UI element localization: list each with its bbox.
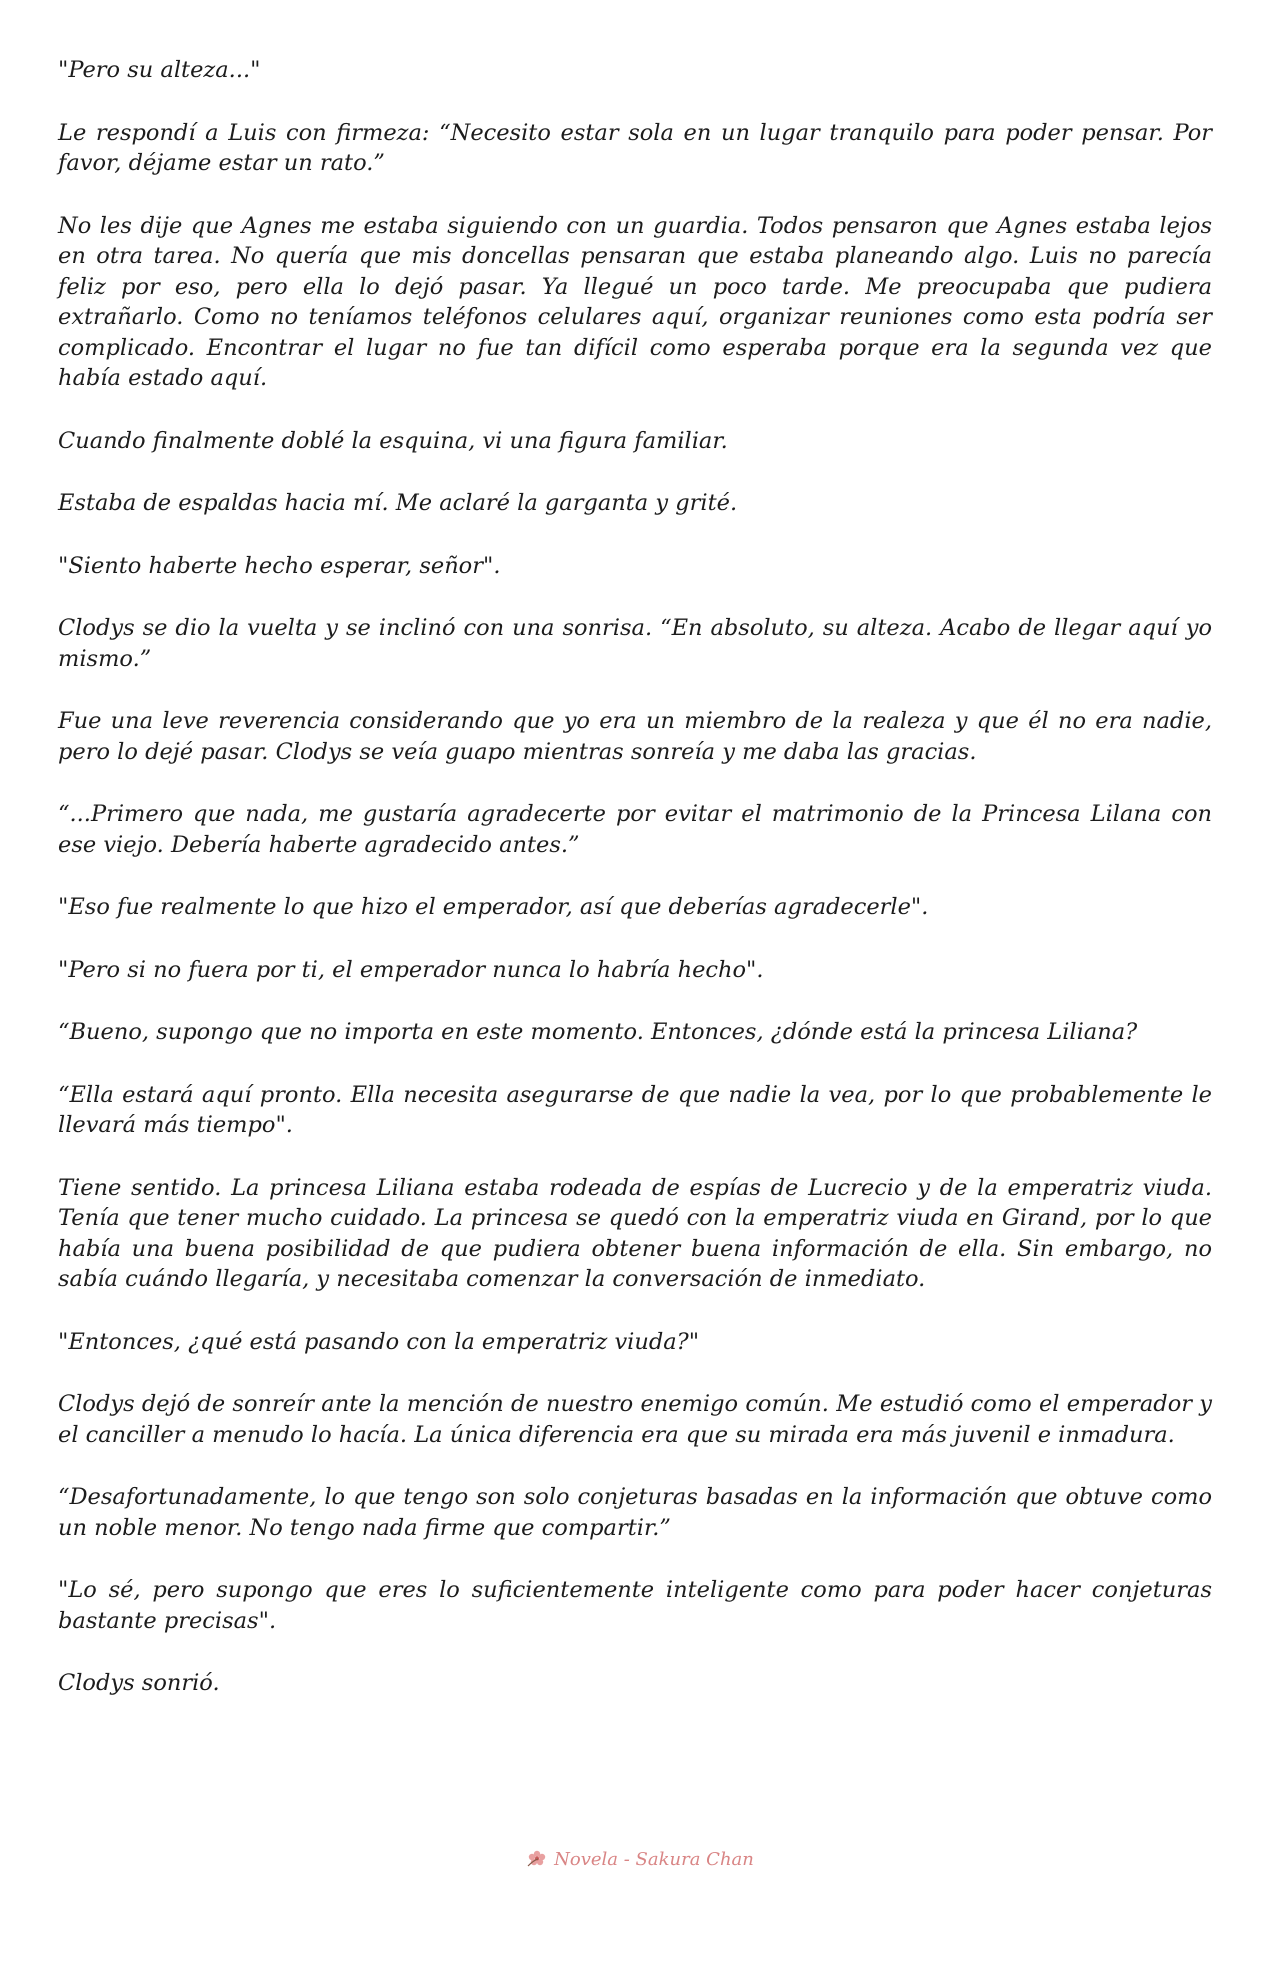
paragraph: Fue una leve reverencia considerando que yo era un miembro de la realeza y que él no era nadie, pero lo dejé pasar. Clodys se veía guapo mientras sonreía y me daba las gracias. bbox=[58, 708, 1212, 765]
paragraph: Cuando finalmente doblé la esquina, vi una figura familiar. bbox=[58, 427, 728, 454]
paragraph: "Pero si no fuera por ti, el emperador nunca lo habría hecho". bbox=[58, 956, 764, 983]
paragraph: "Eso fue realmente lo que hizo el emperador, así que deberías agradecerle". bbox=[58, 894, 929, 920]
paragraph: Clodys dejó de sonreír ante la mención de nuestro enemigo común. Me estudió como el emperador y el canciller a menudo lo hacía. La única diferencia era que su mirada era más juvenil e inmadura. bbox=[58, 1391, 1212, 1448]
paragraph: Tiene sentido. La princesa Liliana estaba rodeada de espías de Lucrecio y de la emperatriz viuda. Tenía que tener mucho cuidado. La princesa se quedó con la emperatriz viuda en Girand, por lo que había una buena posibilidad de que pudiera obtener buena información de ella. Sin embargo, no sabía cuándo llegaría, y necesitaba comenzar la conversación de inmediato. bbox=[58, 1174, 1212, 1292]
paragraph: “Ella estará aquí pronto. Ella necesita asegurarse de que nadie la vea, por lo que probablemente le llevará más tiempo". bbox=[58, 1081, 1212, 1138]
watermark bbox=[0, 1848, 1280, 1870]
paragraph: “...Primero que nada, me gustaría agradecerte por evitar el matrimonio de la Princesa Lilana con ese viejo. Debería haberte agradecido antes.” bbox=[58, 801, 1212, 858]
paragraph: “Bueno, supongo que no importa en este momento. Entonces, ¿dónde está la princesa Liliana? bbox=[58, 1019, 1138, 1045]
paragraph: Le respondí a Luis con firmeza: “Necesito estar sola en un lugar tranquilo para poder pensar. Por favor, déjame estar un rato.” bbox=[58, 119, 1212, 176]
paragraph: Clodys se dio la vuelta y se inclinó con una sonrisa. “En absoluto, su alteza. Acabo de llegar aquí yo mismo.” bbox=[58, 615, 1212, 672]
paragraph: "Siento haberte hecho esperar, señor". bbox=[58, 552, 501, 579]
paragraph: "Lo sé, pero supongo que eres lo suficientemente inteligente como para poder hacer conjeturas bastante precisas". bbox=[58, 1577, 1212, 1634]
sakura-blossom-icon bbox=[526, 1848, 548, 1868]
document-body bbox=[58, 55, 1212, 1699]
paragraph: Estaba de espaldas hacia mí. Me aclaré la garganta y grité. bbox=[58, 490, 738, 516]
paragraph: “Desafortunadamente, lo que tengo son solo conjeturas basadas en la información que obtuve como un noble menor. No tengo nada firme que compartir.” bbox=[58, 1484, 1212, 1541]
paragraph: Clodys sonrió. bbox=[58, 1670, 220, 1696]
paragraph: No les dije que Agnes me estaba siguiendo con un guardia. Todos pensaron que Agnes estaba lejos en otra tarea. No quería que mis doncellas pensaran que estaba planeando algo. Luis no parecía feliz por eso, pero ella lo dejó pasar. Ya llegué un poco tarde. Me preocupaba que pudiera extrañarlo. Como no teníamos teléfonos celulares aquí, organizar reuniones como esta podría ser complicado. Encontrar el lugar no fue tan difícil como esperaba porque era la segunda vez que había estado aquí. bbox=[58, 212, 1212, 391]
paragraph: "Entonces, ¿qué está pasando con la emperatriz viuda?" bbox=[58, 1328, 700, 1355]
watermark-text: Novela - Sakura Chan bbox=[554, 1849, 754, 1870]
paragraph: "Pero su alteza..." bbox=[58, 57, 261, 83]
